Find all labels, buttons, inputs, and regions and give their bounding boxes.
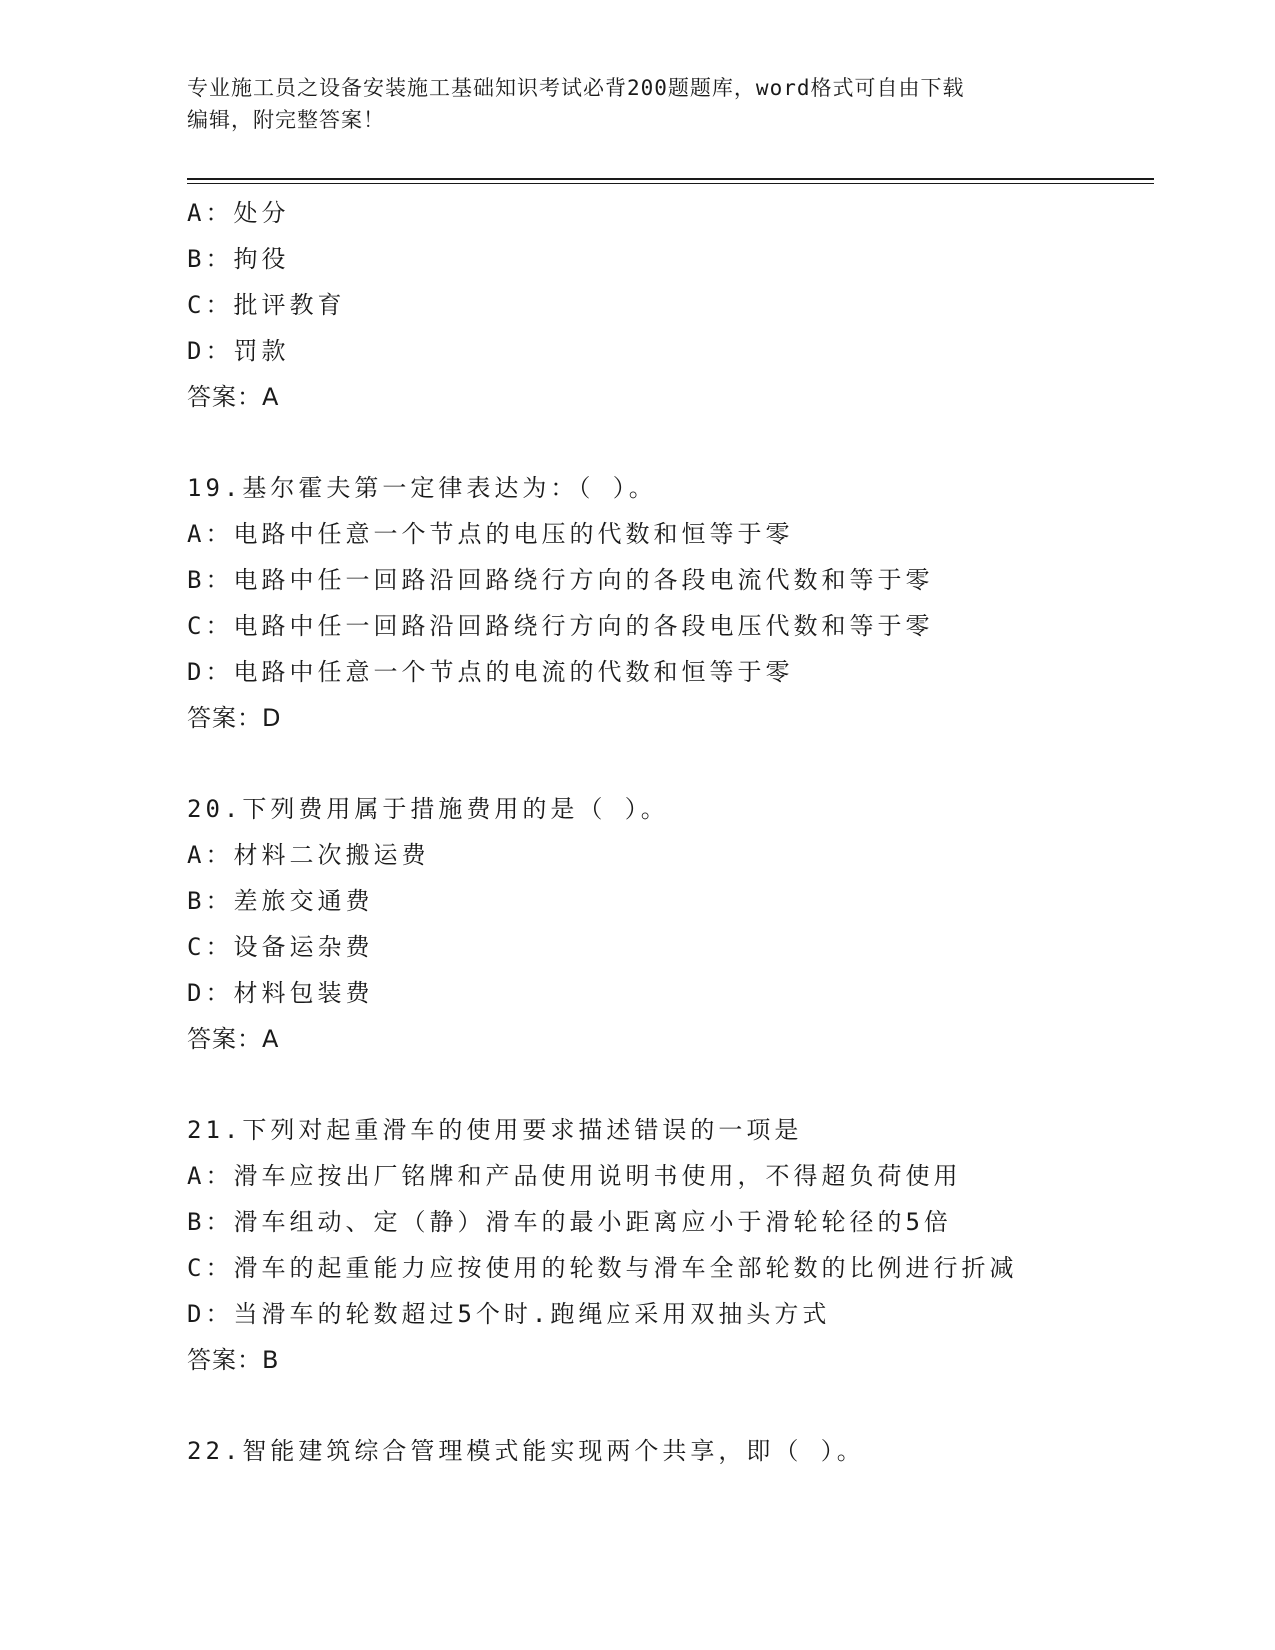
- option-b: B：滑车组动、定（静）滑车的最小距离应小于滑轮轮径的5倍: [187, 1208, 952, 1236]
- answer: 答案：A: [187, 1025, 280, 1053]
- question-list: [187, 190, 1154, 1474]
- option-d: D：罚款: [187, 337, 290, 365]
- option-c: C：电路中任一回路沿回路绕行方向的各段电压代数和等于零: [187, 612, 934, 640]
- option-c: C：滑车的起重能力应按使用的轮数与滑车全部轮数的比例进行折减: [187, 1254, 1018, 1282]
- option-d: D：材料包装费: [187, 979, 374, 1007]
- question-20: [187, 786, 1154, 1062]
- question-stem: 20.下列费用属于措施费用的是（ ）。: [187, 795, 669, 823]
- answer: 答案：A: [187, 383, 280, 411]
- answer: 答案：D: [187, 704, 282, 732]
- option-c: C：设备运杂费: [187, 933, 374, 961]
- option-b: B：差旅交通费: [187, 887, 374, 915]
- question-stem: 22.智能建筑综合管理模式能实现两个共享，即（ ）。: [187, 1437, 865, 1465]
- answer: 答案：B: [187, 1346, 280, 1374]
- option-d: D：当滑车的轮数超过5个时.跑绳应采用双抽头方式: [187, 1300, 831, 1328]
- question-stem: 21.下列对起重滑车的使用要求描述错误的一项是: [187, 1116, 803, 1144]
- header-rule-thin: [187, 183, 1154, 184]
- option-b: B：电路中任一回路沿回路绕行方向的各段电流代数和等于零: [187, 566, 934, 594]
- question-21: [187, 1107, 1154, 1383]
- option-c: C：批评教育: [187, 291, 346, 319]
- question-stem: 19.基尔霍夫第一定律表达为：（ ）。: [187, 474, 657, 502]
- option-a: A：滑车应按出厂铭牌和产品使用说明书使用，不得超负荷使用: [187, 1162, 962, 1190]
- option-a: A：材料二次搬运费: [187, 841, 430, 869]
- question-19: [187, 465, 1154, 741]
- option-a: A：处分: [187, 199, 290, 227]
- option-b: B：拘役: [187, 245, 290, 273]
- header-line-1: 专业施工员之设备安装施工基础知识考试必背200题题库，word格式可自由下载: [187, 76, 965, 100]
- header-line-2: 编辑，附完整答案！: [187, 108, 385, 132]
- option-a: A：电路中任意一个节点的电压的代数和恒等于零: [187, 520, 794, 548]
- question-22: [187, 1428, 1154, 1474]
- option-d: D：电路中任意一个节点的电流的代数和恒等于零: [187, 658, 794, 686]
- header-rule-thick: [187, 178, 1154, 180]
- document-header: [187, 72, 1087, 136]
- question-18: [187, 190, 1154, 420]
